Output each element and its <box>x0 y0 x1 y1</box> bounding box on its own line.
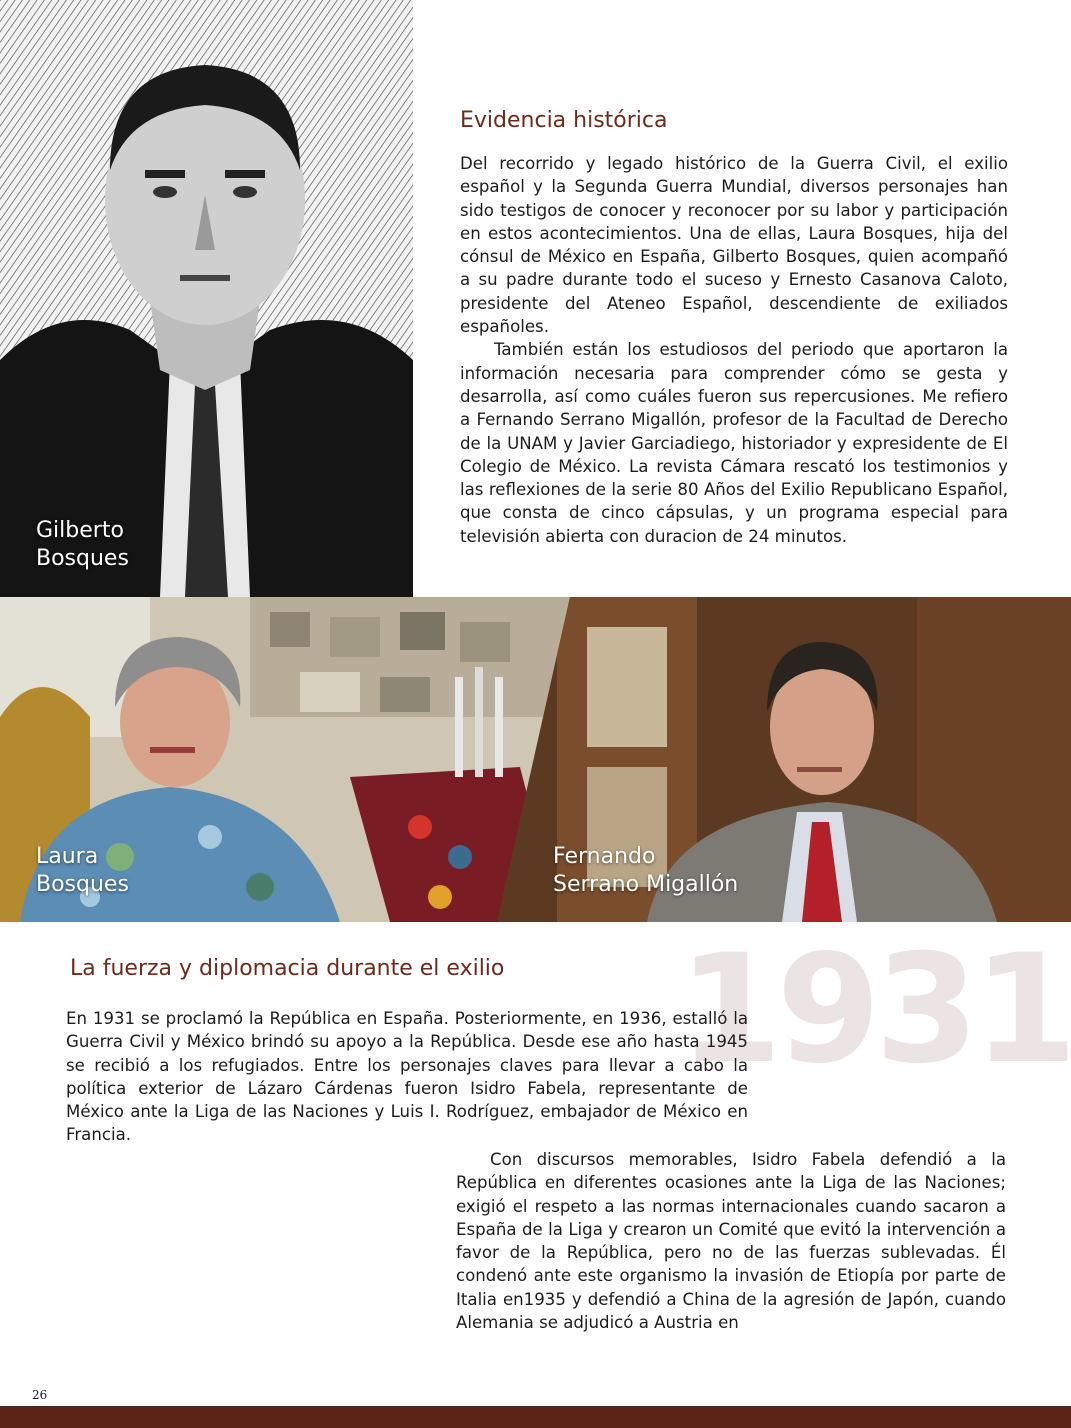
gilberto-bosques-photo <box>0 0 413 597</box>
year-watermark: 1931 <box>678 923 1071 1097</box>
footer-bar <box>0 1406 1071 1428</box>
fuerza-diplomacia-heading: La fuerza y diplomacia durante el exilio <box>70 956 505 981</box>
fuerza-paragraph-2: Con discursos memorables, Isidro Fabela defendió a la República en diferentes ocasiones ante la Liga de las Naciones; exigió el respeto a las normas internacionales cuando sacaron a España de la Liga y crearon un Comité que evitó la intervención a favor de la República, pero no de las fuerzas sublevadas. Él condenó ante este organismo la invasión de Etiopía por parte de Italia en1935 y defendió a China de la agresión de Japón, cuando Alemania se adjudicó a Austria en <box>456 1150 1006 1333</box>
evidencia-historica-body <box>460 152 1008 548</box>
page-number: 26 <box>32 1388 48 1402</box>
evidencia-paragraph-1: Del recorrido y legado histórico de la Guerra Civil, el exilio español y la Segunda Guerra Mundial, diversos personajes han sido testigos de conocer y reconocer por su labor y participación en estos acontecimientos. Una de ellas, Laura Bosques, hija del cónsul de México en España, Gilberto Bosques, quien acompañó a su padre durante todo el suceso y Ernesto Casanova Caloto, presidente del Ateneo Español, descendiente de exiliados españoles. <box>460 154 1008 337</box>
fuerza-paragraph-1: En 1931 se proclamó la República en España. Posteriormente, en 1936, estalló la Guerra Civil y México brindó su apoyo a la República. Desde ese año hasta 1945 se recibió a los refugiados. Entre los personajes claves para llevar a cabo la política exterior de Lázaro Cárdenas fueron Isidro Fabela, representante de México ante la Liga de las Naciones y Luis I. Rodríguez, embajador de México en Francia. <box>66 1009 748 1145</box>
evidencia-paragraph-2: También están los estudiosos del periodo que aportaron la información necesaria para comprender cómo se gesta y desarrolla, así como cuáles fueron sus repercusiones. Me refiero a Fernando Serrano Migallón, profesor de la Facultad de Derecho de la UNAM y Javier Garciadiego, historiador y expresidente de El Colegio de México. La revista Cámara rescató los testimonios y las reflexiones de la serie 80 Años del Exilio Republicano Español, que consta de cinco cápsulas, y un programa especial para televisión abierta con duracion de 24 minutos. <box>460 340 1008 546</box>
laura-bosques-caption: Laura Bosques <box>36 844 129 897</box>
gilberto-bosques-caption: Gilberto Bosques <box>36 518 129 571</box>
fernando-serrano-caption: Fernando Serrano Migallón <box>553 844 739 897</box>
evidencia-historica-heading: Evidencia histórica <box>460 108 668 133</box>
